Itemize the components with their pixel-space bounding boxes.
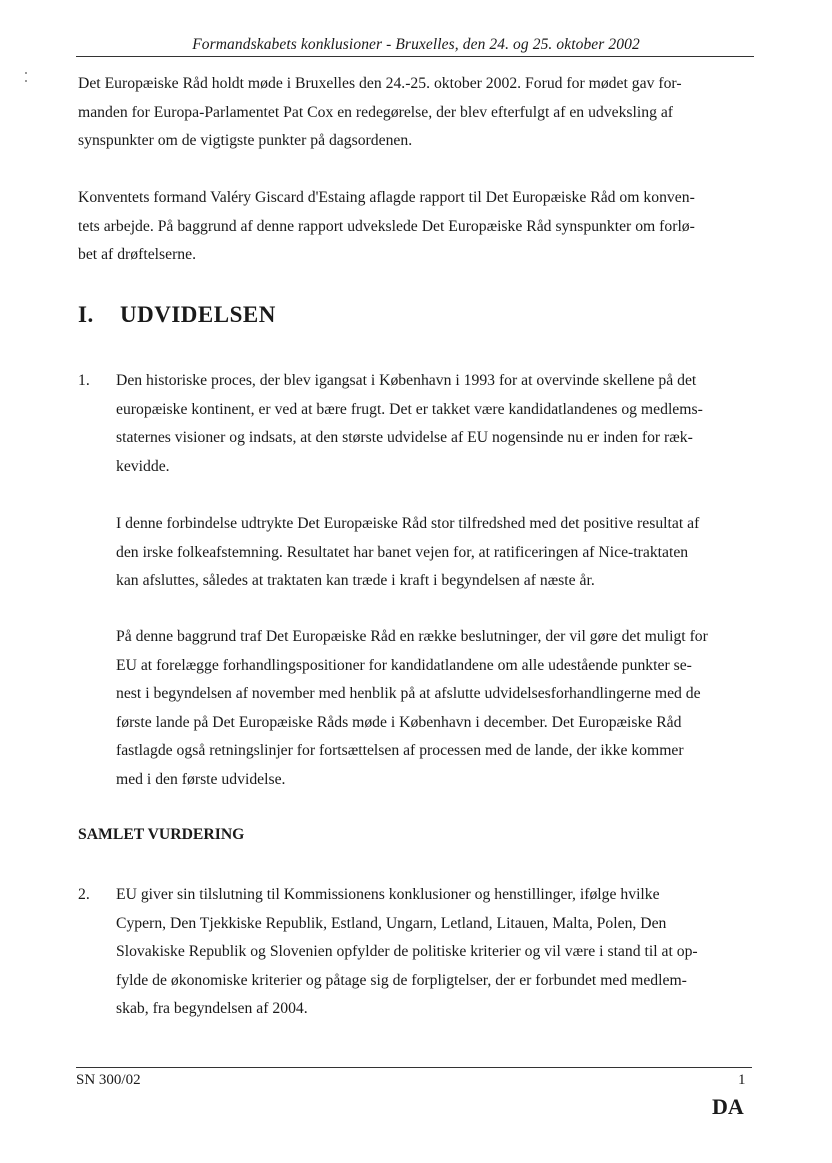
scan-mark [25,72,27,74]
item-number: 2. [78,886,90,903]
text-line: tets arbejde. På baggrund af denne rapport udvekslede Det Europæiske Råd synspunkter om forlø- [78,217,695,235]
document-reference: SN 300/02 [76,1072,141,1088]
section-number: I. [78,302,94,327]
text-line: kan afsluttes, således at traktaten kan træde i kraft i begyndelsen af næste år. [116,572,595,590]
item-2-paragraph-1 [116,881,756,1024]
header-divider [76,56,754,57]
text-line: Slovakiske Republik og Slovenien opfylder de politiske kriterier og vil være i stand til at op- [116,943,698,961]
text-line: EU giver sin tilslutning til Kommissionens konklusioner og henstillinger, ifølge hvilke [116,886,660,903]
footer-divider [76,1067,752,1068]
subheading: SAMLET VURDERING [78,826,245,843]
item-1-paragraph-3 [116,623,756,795]
text-line: staternes visioner og indsats, at den største udvidelse af EU nogensinde nu er inden for ræk- [116,429,693,447]
text-line: med i den første udvidelse. [116,770,286,788]
text-line: bet af drøftelserne. [78,246,197,264]
text-line: europæiske kontinent, er ved at bære frugt. Det er takket være kandidatlandenes og medlems- [116,400,703,418]
text-line: fylde de økonomiske kriterier og påtage sig de forpligtelser, der er forbundet med medlem- [116,971,687,989]
running-header: Formandskabets konklusioner - Bruxelles, den 24. og 25. oktober 2002 [192,36,640,53]
text-line: Den historiske proces, der blev igangsat i København i 1993 for at overvinde skellene på det [116,372,697,389]
text-line: På denne baggrund traf Det Europæiske Råd en række beslutninger, der vil gøre det muligt for [116,628,708,645]
text-line: Cypern, Den Tjekkiske Republik, Estland, Ungarn, Letland, Litauen, Malta, Polen, Den [116,914,667,932]
text-line: første lande på Det Europæiske Råds møde i København i december. Det Europæiske Råd [116,713,682,731]
text-line: fastlagde også retningslinjer for fortsættelsen af processen med de lande, der ikke kommer [116,742,684,760]
text-line: synspunkter om de vigtigste punkter på dagsordenen. [78,132,413,150]
section-title: UDVIDELSEN [120,302,276,327]
item-number: 1. [78,372,90,389]
page-number: 1 [738,1072,746,1088]
text-line: I denne forbindelse udtrykte Det Europæiske Råd stor tilfredshed med det positive resultat af [116,515,700,532]
scan-mark [25,80,27,82]
text-line: nest i begyndelsen af november med henblik på at afslutte udvidelsesforhandlingerne med de [116,685,701,703]
text-line: kevidde. [116,457,170,475]
language-code: DA [712,1094,744,1119]
intro-paragraph-1 [78,70,754,156]
text-line: skab, fra begyndelsen af 2004. [116,1000,308,1018]
text-line: EU at forelægge forhandlingspositioner for kandidatlandene om alle udestående punkter se- [116,656,692,674]
item-1-paragraph-1 [116,367,756,481]
text-line: Konventets formand Valéry Giscard d'Estaing aflagde rapport til Det Europæiske Råd om konven- [78,189,695,206]
text-line: Det Europæiske Råd holdt møde i Bruxelles den 24.-25. oktober 2002. Forud for mødet gav for- [78,75,682,92]
text-line: manden for Europa-Parlamentet Pat Cox en redegørelse, der blev efterfulgt af en udveksling af [78,103,674,121]
item-1-paragraph-2 [116,510,756,596]
section-heading [78,302,276,328]
text-line: den irske folkeafstemning. Resultatet har banet vejen for, at ratificeringen af Nice-traktaten [116,543,689,561]
intro-paragraph-2 [78,184,754,270]
